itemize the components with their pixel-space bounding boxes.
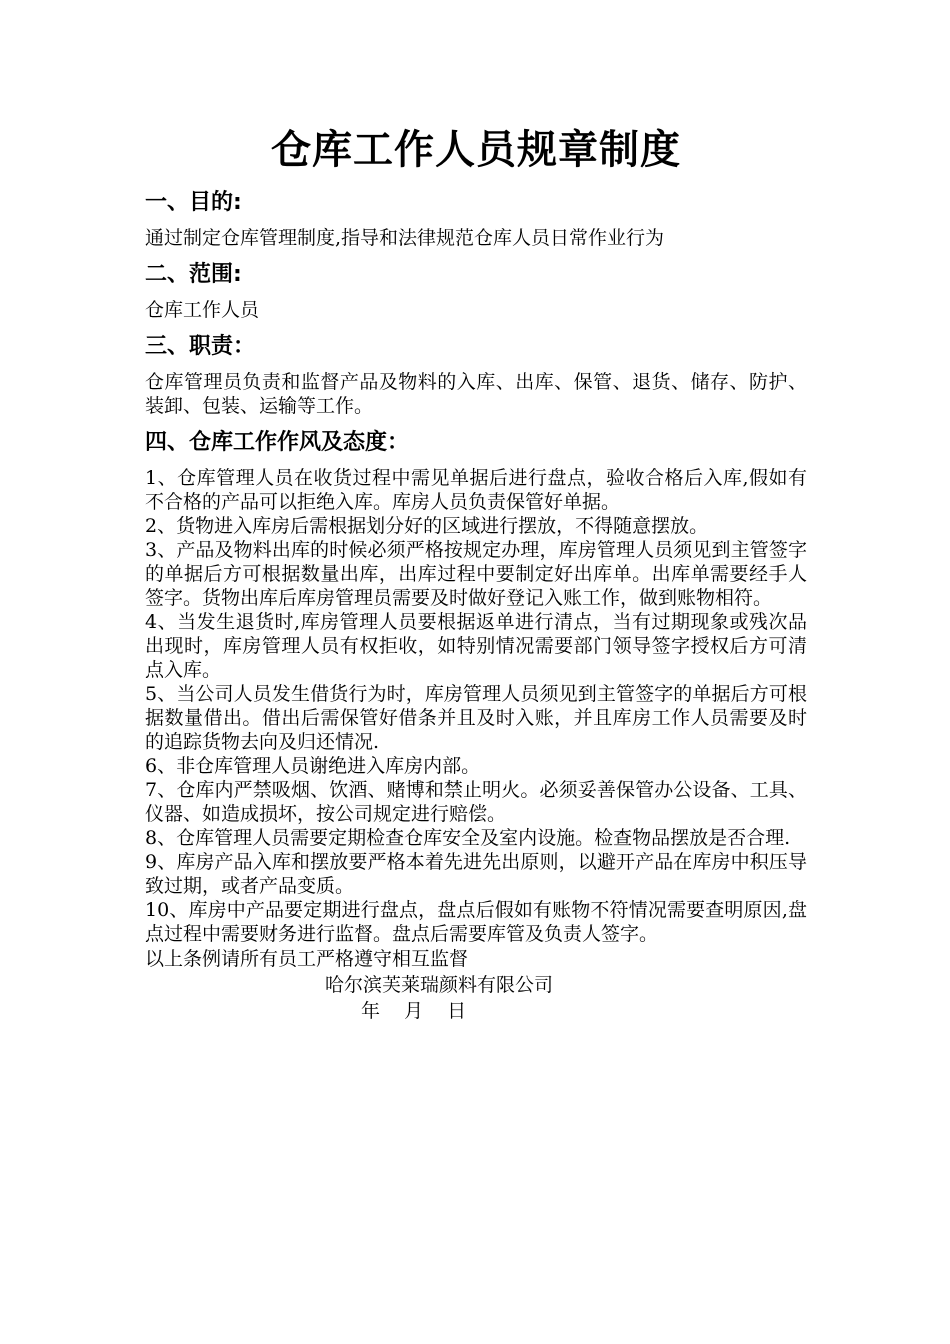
company-name: 哈尔滨芙莱瑞颜料有限公司: [325, 974, 554, 996]
closing-statement: 以上条例请所有员工严格遵守相互监督: [145, 948, 469, 970]
rule-item: 7、仓库内严禁吸烟、饮酒、赌博和禁止明火。必须妥善保管办公设备、工具、仪器、如造成损坏，按公司规定进行赔偿。: [145, 779, 807, 825]
document-title: 仓库工作人员规章制度: [271, 126, 681, 173]
rule-item: 8、仓库管理人员需要定期检查仓库安全及室内设施。检查物品摆放是否合理.: [145, 827, 791, 849]
section-body-scope: 仓库工作人员: [145, 299, 260, 321]
rule-item: 3、产品及物料出库的时候必须严格按规定办理，库房管理人员须见到主管签字的单据后方可根据数量出库，出库过程中要制定好出库单。出库单需要经手人签字。货物出库后库房管理员需要及时做好登记入账工作，做到账物相符。: [145, 539, 807, 609]
section-heading-conduct: 四、仓库工作作风及态度：: [145, 430, 410, 455]
rule-item: 2、货物进入库房后需根据划分好的区域进行摆放，不得随意摆放。: [145, 515, 709, 537]
rule-item: 1、仓库管理人员在收货过程中需见单据后进行盘点，验收合格后入库,假如有不合格的产品可以拒绝入库。库房人员负责保管好单据。: [145, 467, 807, 513]
rule-item: 10、库房中产品要定期进行盘点，盘点后假如有账物不符情况需要查明原因,盘点过程中需要财务进行监督。盘点后需要库管及负责人签字。: [145, 899, 807, 945]
rules-list: [145, 466, 807, 946]
section-body-purpose: 通过制定仓库管理制度,指导和法律规范仓库人员日常作业行为: [145, 227, 665, 249]
rule-item: 9、库房产品入库和摆放要严格本着先进先出原则，以避开产品在库房中积压导致过期，或者产品变质。: [145, 851, 807, 897]
section-heading-duties: 三、职责：: [145, 334, 256, 359]
date-line: 年 月 日: [361, 1000, 467, 1022]
section-heading-scope: 二、范围:: [145, 262, 242, 287]
rule-item: 4、当发生退货时,库房管理人员要根据返单进行清点，当有过期现象或残次品出现时，库房管理人员有权拒收，如特别情况需要部门领导签字授权后方可清点入库。: [145, 611, 807, 681]
rule-item: 6、非仓库管理人员谢绝进入库房内部。: [145, 755, 481, 777]
rule-item: 5、当公司人员发生借货行为时，库房管理人员须见到主管签字的单据后方可根据数量借出。借出后需保管好借条并且及时入账，并且库房工作人员需要及时的追踪货物去向及归还情况.: [145, 683, 807, 753]
section-body-duties: 仓库管理员负责和监督产品及物料的入库、出库、保管、退货、储存、防护、装卸、包装、运输等工作。: [145, 371, 807, 417]
document-page: [145, 118, 807, 1024]
section-heading-purpose: 一、目的:: [145, 190, 242, 215]
